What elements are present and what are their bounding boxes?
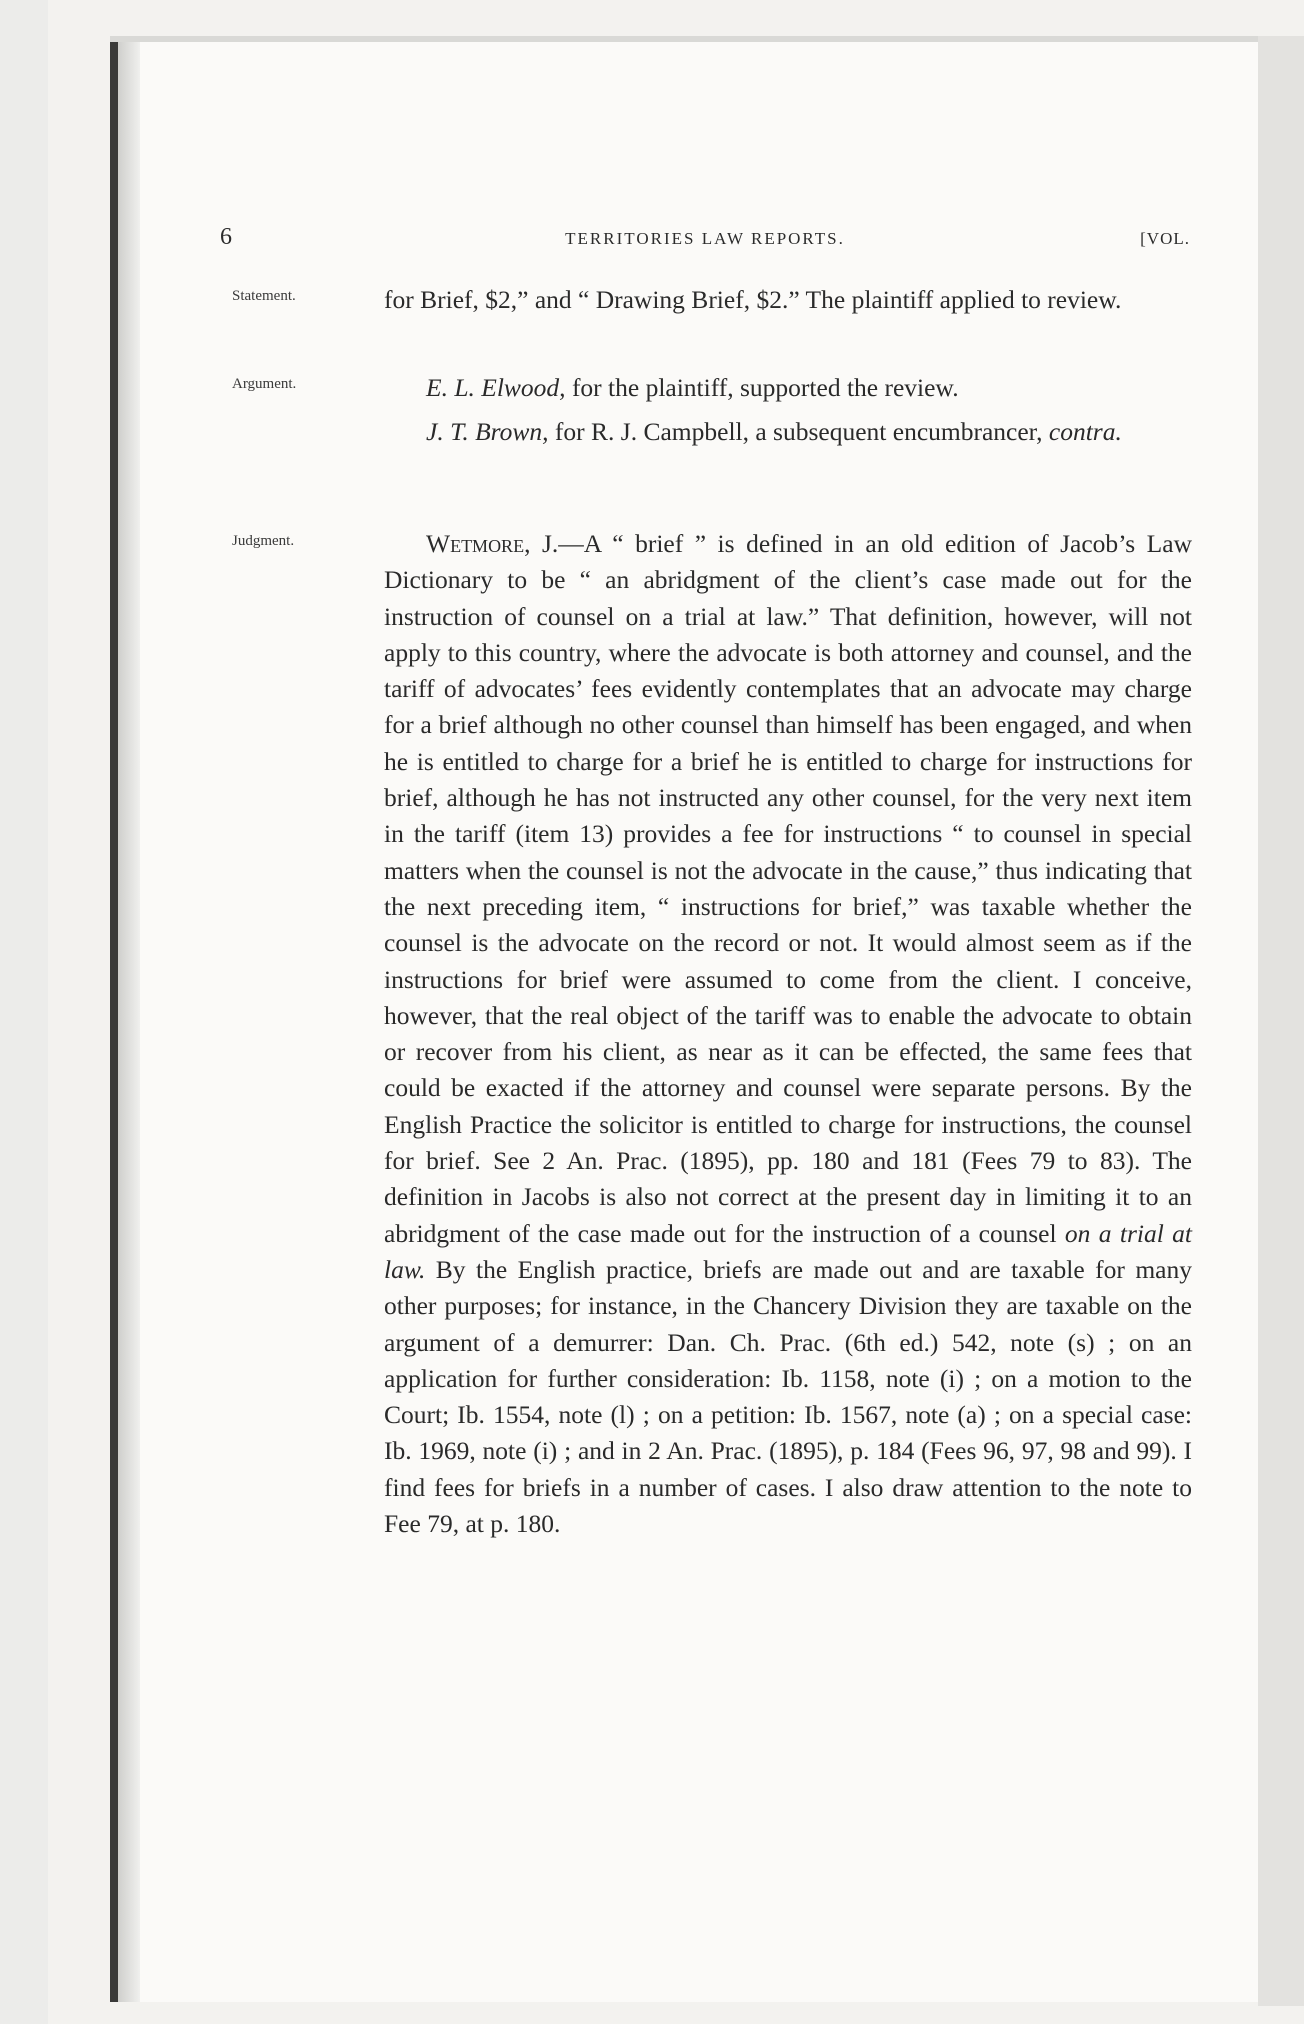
margin-note-statement: Statement. <box>232 288 296 304</box>
volume-mark-text: [VOL. <box>1140 229 1190 248</box>
margin-note-judgment: Judgment. <box>232 533 295 549</box>
counsel-1-text: for the plaintiff, supported the review. <box>565 373 959 402</box>
scan-left-margin <box>0 0 48 2024</box>
judgment-paragraph <box>384 526 1192 1542</box>
argument-section <box>384 370 1192 451</box>
running-title: TERRITORIES LAW REPORTS. <box>565 229 845 248</box>
counsel-2-contra: contra. <box>1048 417 1122 447</box>
statement-text: for Brief, $2,” and “ Drawing Brief, $2.” The plaintiff applied to review. <box>384 285 1122 314</box>
scan-binding-gradient <box>118 42 140 2002</box>
argument-counsel-1 <box>384 370 1192 406</box>
counsel-2-text: for R. J. Campbell, a subsequent encumbrancer, <box>548 417 1049 447</box>
counsel-2-name: J. T. Brown, <box>426 417 549 447</box>
scan-binding-shadow <box>110 42 118 2002</box>
judge-name: Wetmore, J. <box>426 529 559 558</box>
scan-right-edge <box>1258 36 1304 2006</box>
counsel-1-name: E. L. Elwood, <box>426 373 566 402</box>
judgment-text-2: By the English practice, briefs are made out and are taxable for many other purposes; for instance, in the Chancery Division they are taxable on the argument of a demurrer: Dan. Ch. Prac. (6th ed.) 542, note (s) ; on an application for further consideration: Ib. 1158, note (i) ; on a motion to the Court; Ib. 1554, note (l) ; on a petition: Ib. 1567, note (a) ; on a special case: Ib. 1969, note (i) ; and in 2 An. Prac. (1895), p. 184 (Fees 96, 97, 98 and 99). I find fees for briefs in a number of cases. I also draw attention to the note to Fee 79, at p. 180. <box>384 1254 1192 1539</box>
margin-note-argument: Argument. <box>232 376 297 392</box>
page-number: 6 <box>220 224 232 250</box>
argument-counsel-2 <box>384 414 1192 450</box>
judgment-text-1: —A “ brief ” is defined in an old edition of Jacob’s Law Dictionary to be “ an abridgment of the client’s case made out for the instruction of counsel on a trial at law.” That definition, however, will not apply to this country, where the advocate is both attorney and counsel, and the tariff of advocates’ fees evidently contemplates that an advocate may charge for a brief although no other counsel than himself has been engaged, and when he is entitled to charge for a brief he is entitled to charge for instructions for brief, although he has not instructed any other counsel, for the very next item in the tariff (item 13) provides a fee for instructions “ to counsel in special matters when the counsel is not the advocate in the cause,” thus indicating that the next preceding item, “ instructions for brief,” was taxable whether the counsel is the advocate on the record or not. It would almost seem as if the instructions for brief were assumed to come from the client. I conceive, however, that the real object of the tariff was to enable the advocate to obtain or recover from his client, as near as it can be effected, the same fees that could be exacted if the attorney and counsel were separate persons. By the English Practice the solicitor is entitled to charge for instructions, the counsel for brief. See 2 An. Prac. (1895), pp. 180 and 181 (Fees 79 to 83). The definition in Jacobs is also not correct at the present day in limiting it to an abridgment of the case made out for the instruction of a counsel <box>384 529 1192 1248</box>
running-head <box>220 224 1190 258</box>
volume-mark <box>1140 224 1190 251</box>
judgment-italic-phrase: on a trial at law. <box>384 1218 1193 1284</box>
statement-paragraph <box>384 282 1192 318</box>
judgment-section <box>384 526 1192 1542</box>
